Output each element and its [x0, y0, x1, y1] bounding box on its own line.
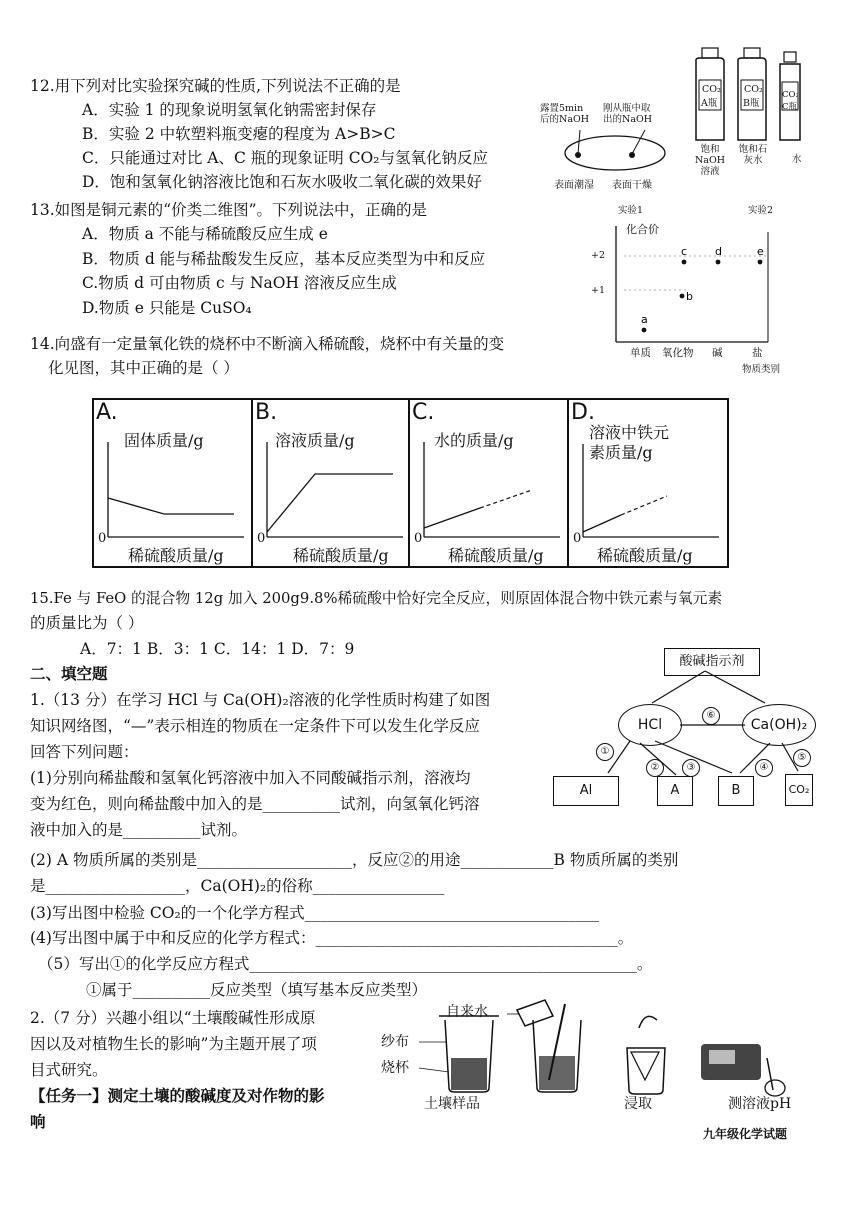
graph-d-ylabel-line1: 溶液中铁元: [589, 423, 670, 442]
point-label-a: a: [641, 313, 648, 326]
node-al: Al: [553, 776, 619, 806]
exp1-label: 实验1: [618, 205, 644, 216]
q12-option-d: D．饱和氢氧化钠溶液比饱和石灰水吸收二氧化碳的效果好: [82, 173, 482, 191]
label-soak: 浸取: [624, 1096, 652, 1112]
section2-heading: 二、填空题: [30, 664, 108, 683]
graph-b: [251, 398, 410, 568]
graph-b-ylabel: 溶液质量/g: [275, 431, 355, 450]
node-indicator: 酸碱指示剂: [664, 648, 760, 676]
label-tap-water: 自来水: [446, 1004, 488, 1020]
ytick-plus2: +2: [591, 250, 606, 261]
graph-c-letter: C.: [412, 400, 435, 425]
q15-stem-line2: 的质量比为（ ）: [30, 614, 144, 632]
exp2-label: 实验2: [748, 205, 774, 216]
xcat-elemental: 单质: [630, 347, 651, 359]
q15-options: A．7：1 B．3：1 C．14：1 D．7：9: [80, 640, 355, 658]
f1-line3: 回答下列问题：: [30, 743, 139, 761]
f1-line11: （5）写出①的化学反应方程式__________________________________________________。: [38, 955, 653, 973]
graph-d-origin: 0: [573, 531, 582, 546]
point-label-b: b: [686, 290, 693, 303]
label-gauze: 纱布: [381, 1034, 409, 1050]
valence-chart-xlabel: 物质类别: [742, 364, 781, 375]
point-b: [680, 294, 685, 299]
f2-line3: 目式研究。: [30, 1061, 108, 1079]
edge-label-4: ④: [755, 759, 773, 777]
point-label-e: e: [757, 245, 764, 258]
q12-option-b: B．实验 2 中软塑料瓶变瘪的程度为 A>B>C: [82, 125, 396, 143]
f1-line9: (3)写出图中检验 CO₂的一个化学方程式______________________________________: [30, 904, 600, 922]
node-b: B: [718, 776, 754, 806]
q13-option-d: D.物质 e 只能是 CuSO₄: [82, 299, 252, 317]
q13-option-a: A．物质 a 不能与稀硫酸反应生成 e: [82, 225, 328, 243]
q14-stem-line1: 14.向盛有一定量氧化铁的烧杯中不断滴入稀硫酸，烧杯中有关量的变: [30, 335, 505, 353]
bottle-a-gas: CO₂: [702, 84, 721, 95]
q12-option-a: A．实验 1 的现象说明氢氧化钠需密封保存: [82, 101, 377, 119]
node-hcl: HCl: [618, 704, 682, 746]
graph-d-letter: D.: [571, 400, 595, 425]
q12-option-c: C．只能通过对比 A、C 瓶的现象证明 CO₂与氢氧化钠反应: [82, 149, 488, 167]
graph-d: [567, 398, 729, 568]
graph-d-ylabel-line2: 素质量/g: [589, 443, 653, 462]
edge-label-1: ①: [596, 743, 614, 761]
valence-points: [641, 245, 764, 332]
f1-line10: (4)写出图中属于中和反应的化学方程式：_______________________________________。: [30, 929, 634, 947]
exp1-left-label-bottom: 后的NaOH: [540, 114, 590, 125]
point-label-d: d: [715, 245, 722, 258]
node-a: A: [657, 776, 693, 806]
f1-line6: 液中加入的是__________试剂。: [30, 821, 248, 839]
graph-a-ylabel: 固体质量/g: [124, 431, 204, 450]
f1-line2: 知识网络图，“—”表示相连的物质在一定条件下可以发生化学反应: [30, 717, 480, 735]
edge-label-6: ⑥: [702, 707, 720, 725]
exp1-under-left: 表面潮湿: [554, 180, 594, 191]
q12-stem: 12.用下列对比实验探究碱的性质,下列说法不正确的是: [30, 77, 401, 95]
f1-line7: (2) A 物质所属的类别是____________________，反应②的用途____________B 物质所属的类别: [30, 851, 679, 869]
xcat-base: 碱: [712, 347, 723, 359]
edge-label-3: ③: [682, 759, 700, 777]
valence-chart: [596, 222, 796, 372]
graph-a-xlabel: 稀硫酸质量/g: [128, 546, 224, 565]
graph-a: [92, 398, 253, 568]
label-beaker: 烧杯: [381, 1060, 409, 1076]
graph-c-ylabel: 水的质量/g: [434, 431, 514, 450]
q15-stem-line1: 15.Fe 与 FeO 的混合物 12g 加入 200g9.8%稀硫酸中恰好完全反应，则原固体混合物中铁元素与氧元素: [30, 590, 723, 607]
point-d: [716, 260, 721, 265]
f2-line2: 因以及对植物生长的影响”为主题开展了项: [30, 1035, 317, 1053]
point-c: [682, 260, 687, 265]
label-soil-sample: 土壤样品: [424, 1096, 480, 1112]
exp1-right-label-top: 刚从瓶中取: [603, 103, 651, 114]
label-measure-ph: 测溶液pH: [728, 1096, 792, 1112]
edge-label-2: ②: [646, 759, 664, 777]
bottle-c-liquid: 水: [792, 154, 802, 165]
q13-stem: 13.如图是铜元素的“价类二维图”。下列说法中，正确的是: [30, 201, 428, 219]
f1-line4: (1)分别向稀盐酸和氢氧化钙溶液中加入不同酸碱指示剂，溶液均: [30, 769, 471, 787]
graph-c-xlabel: 稀硫酸质量/g: [448, 546, 544, 565]
f2-task1-line2: 响: [30, 1112, 46, 1131]
bottle-b-liquid: 饱和石灰水: [738, 144, 768, 166]
watch-glass-drawing: [560, 128, 670, 178]
bottle-b-gas: CO₂: [744, 84, 763, 95]
f1-line1: 1.（13 分）在学习 HCl 与 Ca(OH)₂溶液的化学性质时构建了如图: [30, 691, 491, 709]
valence-chart-ylabel: 化合价: [626, 223, 659, 236]
ytick-plus1: +1: [591, 285, 606, 296]
f2-line1: 2.（7 分）兴趣小组以“土壤酸碱性形成原: [30, 1009, 316, 1027]
f1-line5: 变为红色，则向稀盐酸中加入的是__________试剂，向氢氧化钙溶: [30, 795, 480, 813]
f1-line8: 是__________________，Ca(OH)₂的俗称_________________: [30, 877, 445, 895]
bottle-b-name: B瓶: [743, 98, 760, 109]
bottle-c-gas: CO₂: [782, 90, 799, 100]
graph-c: [408, 398, 569, 568]
graph-b-letter: B.: [255, 400, 278, 425]
graph-a-origin: 0: [98, 531, 107, 546]
bottle-a-name: A瓶: [701, 98, 718, 109]
q13-option-b: B．物质 d 能与稀盐酸发生反应，基本反应类型为中和反应: [82, 250, 486, 268]
graph-d-xlabel: 稀硫酸质量/g: [597, 546, 693, 565]
edge-label-5: ⑤: [793, 749, 811, 767]
bottle-a-liquid: 饱和NaOH溶液: [694, 144, 726, 177]
node-co2: CO₂: [785, 774, 813, 806]
f2-task1-line1: 【任务一】测定土壤的酸碱度及对作物的影: [30, 1086, 325, 1105]
exp1-under-right: 表面干燥: [612, 180, 652, 191]
footer-title: 九年级化学试题: [703, 1127, 788, 1141]
graph-c-origin: 0: [414, 531, 423, 546]
exp1-right-label-bottom: 出的NaOH: [603, 114, 653, 125]
point-e: [758, 260, 763, 265]
bottle-c-name: C瓶: [782, 102, 798, 112]
xcat-oxide: 氧化物: [662, 347, 694, 359]
point-label-c: c: [681, 245, 688, 258]
node-caoh2: Ca(OH)₂: [742, 704, 816, 746]
exp1-left-label-top: 露置5min: [540, 103, 584, 114]
graph-b-xlabel: 稀硫酸质量/g: [293, 546, 389, 565]
f1-line12: ①属于__________反应类型（填写基本反应类型）: [86, 981, 428, 999]
q13-option-c: C.物质 d 可由物质 c 与 NaOH 溶液反应生成: [82, 274, 397, 292]
graph-b-origin: 0: [257, 531, 266, 546]
q14-stem-line2: 化见图，其中正确的是（ ）: [48, 359, 239, 377]
point-a: [642, 328, 647, 333]
xcat-salt: 盐: [752, 347, 763, 359]
graph-a-letter: A.: [96, 400, 118, 425]
